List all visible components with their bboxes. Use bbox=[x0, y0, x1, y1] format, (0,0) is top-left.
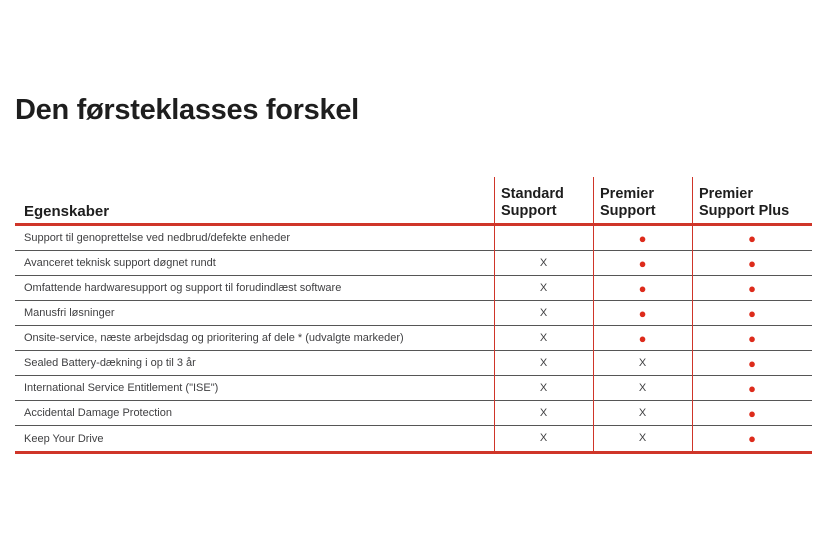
column-divider bbox=[593, 177, 594, 451]
column-header-premier-support-plus bbox=[692, 186, 812, 223]
standard-support-cell: X bbox=[539, 432, 548, 444]
standard-support-cell: X bbox=[539, 281, 548, 294]
premier-support-plus-cell-included-dot-icon: ● bbox=[748, 431, 756, 446]
column-header-line: Support Plus bbox=[699, 203, 790, 219]
premier-support-cell: X bbox=[638, 406, 647, 419]
premier-support-cell-included-dot-icon: ● bbox=[638, 330, 647, 346]
premier-support-plus-cell-included-dot-icon: ● bbox=[748, 355, 756, 371]
standard-support-cell: X bbox=[539, 256, 548, 269]
premier-support-plus-cell-included-dot-icon: ● bbox=[748, 405, 756, 421]
premier-support-cell-included-dot-icon: ● bbox=[638, 305, 647, 321]
page-title: Den førsteklasses forskel bbox=[15, 94, 359, 126]
column-header-line: Premier bbox=[699, 186, 754, 202]
column-header-standard-support bbox=[494, 186, 593, 223]
standard-support-cell: X bbox=[539, 306, 548, 319]
premier-support-plus-cell-included-dot-icon: ● bbox=[748, 255, 756, 271]
premier-support-cell: X bbox=[638, 381, 647, 394]
standard-support-cell: X bbox=[539, 381, 548, 394]
feature-label: Sealed Battery-dækning i op til 3 år bbox=[24, 357, 196, 369]
premier-support-cell-included-dot-icon: ● bbox=[638, 230, 647, 246]
feature-label: Avanceret teknisk support døgnet rundt bbox=[24, 257, 216, 269]
comparison-table bbox=[15, 177, 812, 454]
premier-support-cell-included-dot-icon: ● bbox=[638, 255, 647, 271]
standard-support-cell: X bbox=[539, 406, 548, 419]
features-column-header: Egenskaber bbox=[24, 203, 110, 220]
premier-support-plus-cell-included-dot-icon: ● bbox=[748, 380, 756, 396]
premier-support-plus-cell-included-dot-icon: ● bbox=[748, 280, 756, 296]
column-header-line: Premier bbox=[600, 186, 655, 202]
feature-label: Omfattende hardwaresupport og support til forudindlæst software bbox=[24, 282, 342, 294]
feature-label: Accidental Damage Protection bbox=[24, 407, 172, 419]
feature-label: Support til genoprettelse ved nedbrud/defekte enheder bbox=[24, 232, 291, 244]
feature-label: Onsite-service, næste arbejdsdag og prioritering af dele * (udvalgte markeder) bbox=[24, 332, 404, 344]
premier-support-plus-cell-included-dot-icon: ● bbox=[748, 330, 756, 346]
premier-support-cell-included-dot-icon: ● bbox=[638, 280, 647, 296]
premier-support-cell: X bbox=[638, 432, 647, 444]
column-header-line: Standard bbox=[501, 186, 564, 202]
feature-label: International Service Entitlement ("ISE") bbox=[24, 382, 219, 394]
column-header-line: Support bbox=[600, 203, 656, 219]
feature-label: Keep Your Drive bbox=[24, 432, 104, 445]
standard-support-cell: X bbox=[539, 331, 548, 344]
premier-support-plus-cell-included-dot-icon: ● bbox=[748, 305, 756, 321]
feature-label: Manusfri løsninger bbox=[24, 307, 115, 319]
premier-support-plus-cell-included-dot-icon: ● bbox=[748, 230, 756, 246]
column-header-premier-support bbox=[593, 186, 692, 223]
standard-support-cell: X bbox=[539, 356, 548, 369]
premier-support-cell: X bbox=[638, 356, 647, 369]
column-divider bbox=[494, 177, 495, 451]
column-header-line: Support bbox=[501, 203, 557, 219]
column-divider bbox=[692, 177, 693, 451]
